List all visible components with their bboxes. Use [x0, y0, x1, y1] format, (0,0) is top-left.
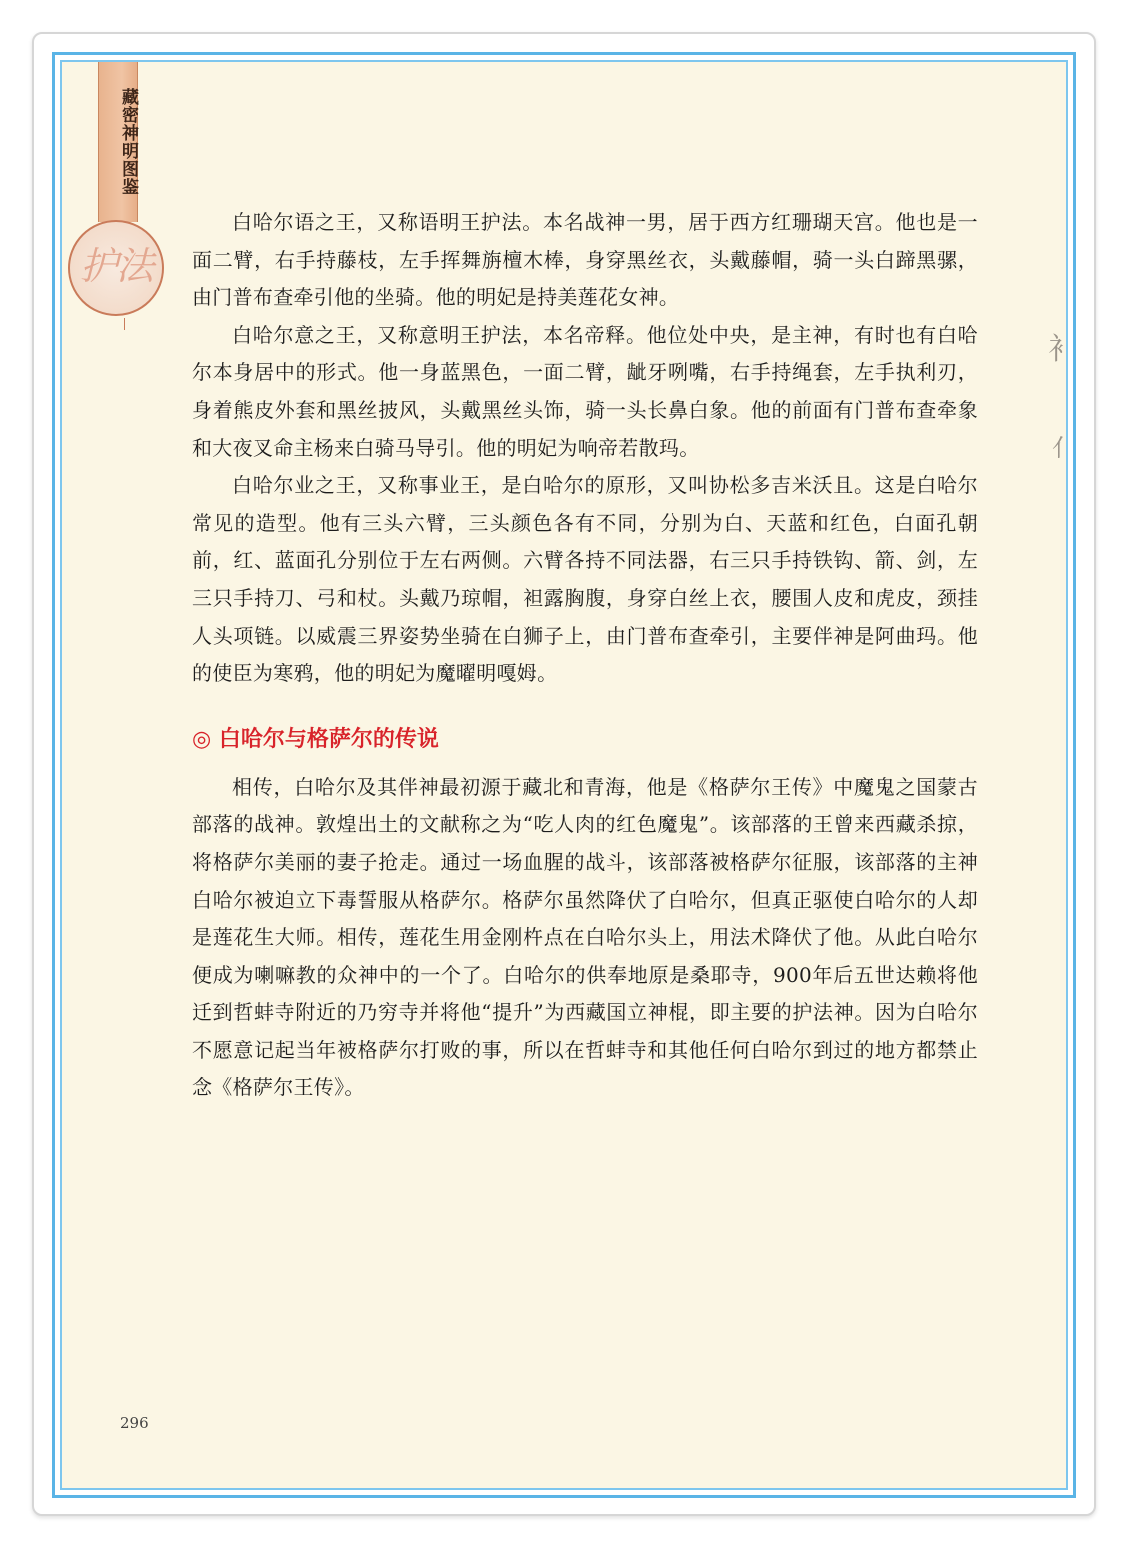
- page-number: 296: [120, 1414, 149, 1432]
- chapter-side-tab: [98, 62, 138, 222]
- page-content: [192, 204, 978, 1107]
- seal-emblem: [68, 220, 164, 316]
- section-heading: ◎ 白哈尔与格萨尔的传说: [192, 726, 439, 752]
- book-page: [60, 60, 1078, 1490]
- seal-text: 护法: [79, 244, 152, 288]
- margin-glyph-2: 亻: [1052, 434, 1076, 462]
- section-paragraph-1: 相传，白哈尔及其伴神最初源于藏北和青海，他是《格萨尔王传》中魔鬼之国蒙古部落的战神。敦煌出土的文献称之为“吃人肉的红色魔鬼”。该部落的王曾来西藏杀掠，将格萨尔美丽的妻子抢走。通过一场血腥的战斗，该部落被格萨尔征服，该部落的主神白哈尔被迫立下毒誓服从格萨尔。格萨尔虽然降伏了白哈尔，但真正驱使白哈尔的人却是莲花生大师。相传，莲花生用金刚杵点在白哈尔头上，用法术降伏了他。从此白哈尔便成为喇嘛教的众神中的一个了。白哈尔的供奉地原是桑耶寺，900年后五世达赖将他迁到哲蚌寺附近的乃穷寺并将他“提升”为西藏国立神棍，即主要的护法神。因为白哈尔不愿意记起当年被格萨尔打败的事，所以在哲蚌寺和其他任何白哈尔到过的地方都禁止念《格萨尔王传》。: [192, 774, 978, 1100]
- margin-glyph-1: 衤: [1048, 332, 1078, 367]
- seal-tick: [124, 318, 125, 330]
- side-tab-title: 藏密神明图鉴: [118, 88, 138, 196]
- paragraph-1: 白哈尔语之王，又称语明王护法。本名战神一男，居于西方红珊瑚天宫。他也是一面二臂，右手持藤枝，左手挥舞旃檀木棒，身穿黑丝衣，头戴藤帽，骑一头白蹄黑骡，由门普布查牵引他的坐骑。他的明妃是持美莲花女神。: [192, 210, 978, 310]
- paragraph-3: 白哈尔业之王，又称事业王，是白哈尔的原形，又叫协松多吉米沃且。这是白哈尔常见的造型。他有三头六臂，三头颜色各有不同，分别为白、天蓝和红色，白面孔朝前，红、蓝面孔分别位于左右两侧。六臂各持不同法器，右三只手持铁钩、箭、剑，左三只手持刀、弓和杖。头戴乃琼帽，袒露胸腹，身穿白丝上衣，腰围人皮和虎皮，颈挂人头项链。以威震三界姿势坐骑在白狮子上，由门普布查牵引，主要伴神是阿曲玛。他的使臣为寒鸦，他的明妃为魔曜明嘎姆。: [192, 473, 978, 686]
- paragraph-2: 白哈尔意之王，又称意明王护法，本名帝释。他位处中央，是主神，有时也有白哈尔本身居中的形式。他一身蓝黑色，一面二臂，龇牙咧嘴，右手持绳套，左手执利刃，身着熊皮外套和黑丝披风，头戴黑丝头饰，骑一头长鼻白象。他的前面有门普布查牵象和大夜叉命主杨来白骑马导引。他的明妃为响帝若散玛。: [192, 322, 978, 460]
